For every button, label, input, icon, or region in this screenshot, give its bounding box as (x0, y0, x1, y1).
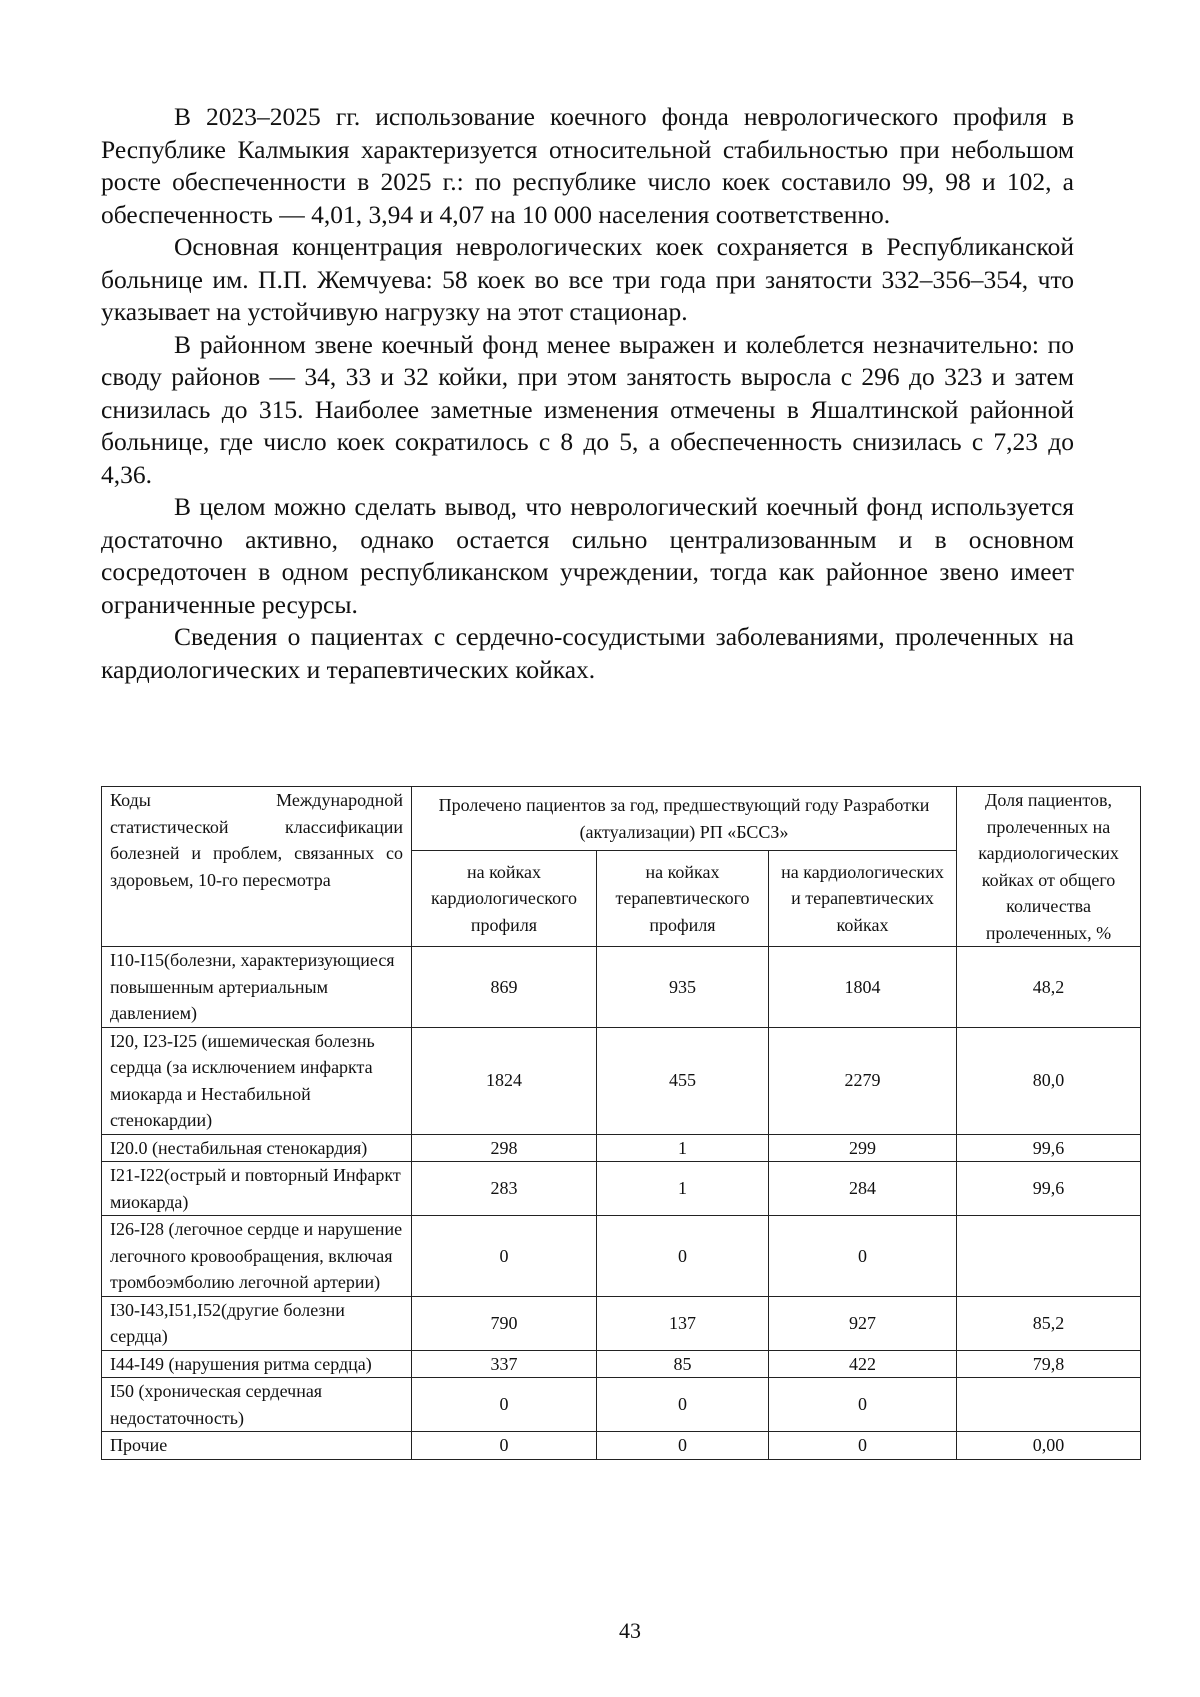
body-text (101, 101, 1074, 686)
therapy-count-cell: 0 (597, 1432, 769, 1460)
icd-code-cell: I20.0 (нестабильная стенокардия) (102, 1134, 412, 1162)
cardio-count-cell: 0 (412, 1378, 597, 1432)
share-cell: 79,8 (957, 1350, 1141, 1378)
cardio-count-cell: 790 (412, 1296, 597, 1350)
total-count-cell: 0 (769, 1432, 957, 1460)
icd-code-cell: I44-I49 (нарушения ритма сердца) (102, 1350, 412, 1378)
icd-code-cell: I20, I23-I25 (ишемическая болезнь сердца (за исключением инфаркта миокарда и Нестабильной стенокардии) (102, 1027, 412, 1134)
cardio-count-cell: 337 (412, 1350, 597, 1378)
therapy-count-cell: 85 (597, 1350, 769, 1378)
cardio-count-cell: 869 (412, 947, 597, 1028)
total-count-cell: 299 (769, 1134, 957, 1162)
table-row (102, 1162, 1141, 1216)
table-row (102, 1216, 1141, 1297)
page-number: 43 (619, 1618, 641, 1643)
cardio-count-cell: 283 (412, 1162, 597, 1216)
header-icd-codes: Коды Международной статистической классификации болезней и проблем, связанных со здоровьем, 10-го пересмотра (102, 787, 412, 947)
table-row (102, 1350, 1141, 1378)
table-row (102, 1027, 1141, 1134)
table-row (102, 1432, 1141, 1460)
cardio-count-cell: 0 (412, 1216, 597, 1297)
paragraph-table-intro: Сведения о пациентах с сердечно-сосудистыми заболеваниями, пролеченных на кардиологических и терапевтических койках. (101, 622, 1074, 684)
share-cell: 48,2 (957, 947, 1141, 1028)
paragraph-conclusion: В целом можно сделать вывод, что неврологический коечный фонд используется достаточно активно, однако остается сильно централизованным и в основном сосредоточен в одном республиканском учреждении, тогда как районное звено имеет ограниченные ресурсы. (101, 492, 1074, 619)
icd-code-cell: I30-I43,I51,I52(другие болезни сердца) (102, 1296, 412, 1350)
share-cell (957, 1216, 1141, 1297)
share-cell: 99,6 (957, 1162, 1141, 1216)
cardio-count-cell: 298 (412, 1134, 597, 1162)
therapy-count-cell: 1 (597, 1134, 769, 1162)
share-cell: 99,6 (957, 1134, 1141, 1162)
paragraph-beds-overview: В 2023–2025 гг. использование коечного фонда неврологического профиля в Республике Калмыкия характеризуется относительной стабильностью при небольшом росте обеспеченности в 2025 г.: по республике число коек составило 99, 98 и 102, а обеспеченность — 4,01, 3,94 и 4,07 на 10 000 населения соответственно. (101, 102, 1074, 229)
paragraph-republican-hospital: Основная концентрация неврологических коек сохраняется в Республиканской больнице им. П.П. Жемчуева: 58 коек во все три года при занятости 332–356–354, что указывает на устойчивую нагрузку на этот стационар. (101, 232, 1074, 326)
total-count-cell: 1804 (769, 947, 957, 1028)
table-row (102, 1378, 1141, 1432)
table-row (102, 1296, 1141, 1350)
icd-code-cell: Прочие (102, 1432, 412, 1460)
header-both-beds: на кардиологических и терапевтических койках (769, 851, 957, 947)
total-count-cell: 927 (769, 1296, 957, 1350)
cardio-count-cell: 1824 (412, 1027, 597, 1134)
total-count-cell: 0 (769, 1378, 957, 1432)
therapy-count-cell: 0 (597, 1216, 769, 1297)
total-count-cell: 284 (769, 1162, 957, 1216)
total-count-cell: 2279 (769, 1027, 957, 1134)
table-row (102, 1134, 1141, 1162)
share-cell: 0,00 (957, 1432, 1141, 1460)
therapy-count-cell: 0 (597, 1378, 769, 1432)
header-therapy-beds: на койках терапевтического профиля (597, 851, 769, 947)
total-count-cell: 422 (769, 1350, 957, 1378)
cardio-patients-table (101, 786, 1141, 1460)
total-count-cell: 0 (769, 1216, 957, 1297)
icd-code-cell: I26-I28 (легочное сердце и нарушение легочного кровообращения, включая тромбоэмболию легочной артерии) (102, 1216, 412, 1297)
cardio-count-cell: 0 (412, 1432, 597, 1460)
share-cell: 85,2 (957, 1296, 1141, 1350)
header-cardio-beds: на койках кардиологического профиля (412, 851, 597, 947)
therapy-count-cell: 455 (597, 1027, 769, 1134)
share-cell (957, 1378, 1141, 1432)
paragraph-district-level: В районном звене коечный фонд менее выражен и колеблется незначительно: по своду районов — 34, 33 и 32 койки, при этом занятость выросла с 296 до 323 и затем снизилась до 315. Наиболее заметные изменения отмечены в Яшалтинской районной больнице, где число коек сократилось с 8 до 5, а обеспеченность снизилась с 7,23 до 4,36. (101, 329, 1074, 489)
header-treated-patients: Пролечено пациентов за год, предшествующий году Разработки (актуализации) РП «БССЗ» (412, 787, 957, 851)
table-row (102, 947, 1141, 1028)
therapy-count-cell: 1 (597, 1162, 769, 1216)
icd-code-cell: I50 (хроническая сердечная недостаточность) (102, 1378, 412, 1432)
share-cell: 80,0 (957, 1027, 1141, 1134)
header-share-cardio: Доля пациентов, пролеченных на кардиологических койках от общего количества пролеченных, % (957, 787, 1141, 947)
icd-code-cell: I21-I22(острый и повторный Инфаркт миокарда) (102, 1162, 412, 1216)
therapy-count-cell: 935 (597, 947, 769, 1028)
icd-code-cell: I10-I15(болезни, характеризующиеся повышенным артериальным давлением) (102, 947, 412, 1028)
therapy-count-cell: 137 (597, 1296, 769, 1350)
